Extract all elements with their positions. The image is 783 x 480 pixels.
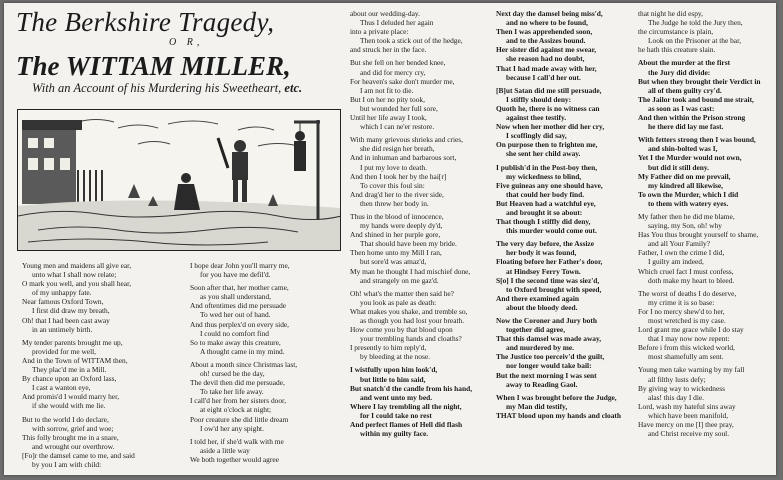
verse-line: And in inhuman and barbarous sort, — [350, 153, 457, 163]
stanza — [496, 239, 636, 312]
verse-line: for I could take no rest — [360, 410, 432, 420]
verse-line: Father, I own the crime I did, — [638, 248, 725, 258]
verse-line: provided for me well, — [32, 346, 97, 356]
verse-line: my kindred all likewise, — [648, 180, 724, 190]
verse-line: I presently to him reply'd, — [350, 343, 427, 353]
verse-line: Near famous Oxford Town, — [22, 297, 104, 307]
verse-line: Quoth he, there is no witness can — [496, 103, 600, 113]
stanza — [22, 415, 174, 470]
verse-line: Five guineas any one should have, — [496, 180, 603, 190]
verse-line: if she would with me lie. — [32, 401, 106, 411]
verse-line: she sent her child away. — [506, 149, 581, 159]
verse-line: About the murder at the first — [638, 58, 731, 68]
verse-line: I guilty am indeed, — [648, 257, 704, 267]
verse-line: she reason had no doubt, — [506, 54, 585, 64]
woodcut-scene — [18, 110, 340, 250]
verse-line: her body it was found, — [506, 248, 577, 258]
verse-line: in an untimely birth. — [32, 324, 93, 334]
verse-column-2 — [190, 261, 342, 468]
verse-line: Until her life away I took, — [350, 113, 427, 123]
verse-line: Look on the Prisoner at the bar, — [648, 36, 742, 46]
verse-line: that night he did espy, — [638, 9, 703, 18]
verse-line: that could her body find. — [506, 189, 585, 199]
verse-line: Oh! that I had been cast away — [22, 315, 110, 325]
verse-line: The very day before, the Assize — [496, 239, 594, 249]
verse-line: By chance upon an Oxford lass, — [22, 374, 117, 384]
verse-line: and Christ receive my soul. — [648, 429, 730, 439]
verse-line: my crime it is so base: — [648, 297, 715, 307]
verse-line: That this damsel was made away, — [496, 334, 602, 344]
verse-line: doth make my heart to bleed. — [648, 275, 735, 285]
verse-line: aside a little way — [200, 445, 250, 455]
verse-column-4 — [496, 9, 636, 424]
verse-line: I first did draw my breath, — [32, 306, 110, 316]
verse-line: I told her, if she'd walk with me — [190, 436, 284, 446]
verse-line: together did agree, — [506, 325, 566, 335]
verse-line: And perfect flames of Hell did flash — [350, 420, 463, 430]
verse-line: That though I stiffly did deny, — [496, 217, 591, 227]
verse-line: and to the Assizes bound. — [506, 36, 586, 46]
verse-line: he hath this creature slain. — [638, 45, 716, 55]
verse-line: but sore'd was amaz'd, — [360, 257, 427, 267]
stanza — [496, 393, 636, 420]
stanza — [496, 86, 636, 159]
verse-line: this murder would come out. — [506, 226, 597, 236]
verse-line: For heaven's sake don't murder me, — [350, 76, 455, 86]
verse-line: that I may now now repent: — [648, 334, 730, 344]
verse-line: all of them guilty cry'd. — [648, 85, 722, 95]
verse-line: Now the Coroner and Jury both — [496, 316, 597, 325]
stanza — [638, 9, 774, 54]
verse-line: I hope dear John you'll marry me, — [190, 261, 290, 270]
verse-line: I wistfully upon him look'd, — [350, 365, 438, 375]
verse-line: To own the Murder, which I did — [638, 189, 739, 199]
stanza — [190, 360, 342, 433]
stanza — [638, 365, 774, 438]
verse-line: I call'd her from her sisters door, — [190, 396, 287, 406]
verse-line: But I on her no pity took, — [350, 94, 425, 104]
verse-line: but wounded her full sore, — [360, 103, 438, 113]
verse-line: away to Reading Gaol. — [506, 379, 578, 389]
verse-column-3 — [350, 9, 495, 442]
verse-line: My tender parents brought me up, — [22, 337, 123, 347]
verse-line: My Father did on me prevail, — [638, 171, 731, 181]
verse-line: To wed her out of hand. — [200, 310, 271, 320]
verse-line: Have mercy on me [I] thee pray, — [638, 420, 734, 430]
subtitle-etc: etc. — [284, 81, 303, 95]
verse-line: For I no mercy shew'd to her, — [638, 306, 725, 316]
verse-line: They plac'd me in a Mill. — [32, 365, 107, 375]
title-main: The Berkshire Tragedy, — [16, 7, 275, 37]
verse-line: all filthy lusts defy; — [648, 374, 706, 384]
verse-line: into a private place: — [350, 27, 409, 37]
verse-line: Thus in the blood of innocence, — [350, 211, 444, 221]
stanza — [22, 338, 174, 411]
verse-line: I publish'd in the Post-boy then, — [496, 162, 598, 172]
verse-line: at eight o'clock at night; — [200, 405, 272, 415]
verse-line: unto what I shall now relate; — [32, 270, 117, 280]
verse-line: at Hindsey Ferry Town. — [506, 266, 581, 276]
verse-line: Then I was apprehended soon, — [496, 27, 593, 37]
stanza — [496, 9, 636, 82]
verse-line: to Oxford brought with speed, — [506, 284, 602, 294]
verse-line: We both together would agree — [190, 454, 279, 464]
verse-line: and struck her in the face. — [350, 45, 427, 55]
verse-line: Lord grant me grace while I do stay — [638, 325, 744, 335]
verse-line: and shin-bolted was I, — [648, 144, 718, 154]
verse-line: you look as pale as death: — [360, 297, 437, 307]
verse-line: But to the world I do declare, — [22, 414, 109, 424]
verse-line: most wretched is my case. — [648, 316, 726, 325]
verse-line: and no where to be found, — [506, 18, 588, 28]
verse-line: But the next morning I was sent — [496, 370, 597, 380]
verse-line: Has You thus brought yourself to shame, — [638, 230, 759, 240]
verse-line: A thought came in my mind. — [200, 346, 285, 356]
subtitle-text: With an Account of his Murdering his Sweetheart, — [32, 81, 285, 95]
verse-line: of my unhappy fate. — [32, 288, 92, 298]
verse-line: The Jailor took and bound me strait, — [638, 94, 754, 104]
verse-line: To take her life away. — [200, 387, 264, 397]
verse-line: When I was brought before the Judge, — [496, 392, 617, 402]
verse-line: and did for mercy cry, — [360, 67, 426, 77]
verse-line: That I had made away with her, — [496, 63, 597, 73]
verse-column-1 — [22, 261, 174, 473]
verse-line: And drag'd her to the river side, — [350, 189, 444, 199]
verse-line: I scoffingly did say, — [506, 131, 567, 141]
verse-line: my Man did testify, — [506, 401, 568, 411]
stanza — [638, 135, 774, 208]
verse-line: Young men and maidens all give ear, — [22, 261, 132, 270]
stanza — [22, 261, 174, 334]
stanza — [350, 212, 495, 285]
verse-line: To cover this foul sin: — [360, 180, 425, 190]
verse-line: Poor creature she did little dream — [190, 414, 289, 424]
verse-line: The Judge he told the Jury then, — [648, 18, 743, 28]
verse-line: This folly brought me in a snare, — [22, 432, 119, 442]
stanza — [350, 58, 495, 131]
verse-line: And promis'd I would marry her, — [22, 392, 120, 402]
title-or: O R, — [169, 37, 204, 48]
verse-line: about the bloody deed. — [506, 302, 578, 312]
verse-line: Then took a stick out of the hedge, — [360, 36, 463, 46]
verse-line: S[o] I the second time was siez'd, — [496, 275, 600, 285]
verse-line: I could no comfort find — [200, 328, 269, 338]
verse-line: because I call'd her out. — [506, 72, 581, 82]
verse-line: and went unto my bed. — [360, 392, 433, 402]
verse-line: I am not fit to die. — [360, 85, 414, 95]
stanza — [496, 316, 636, 389]
verse-line: THAT blood upon my hands and cloath — [496, 410, 622, 420]
verse-line: By giving way to wickedness — [638, 383, 726, 393]
stanza — [190, 437, 342, 464]
verse-line: And there examined again — [496, 293, 580, 303]
verse-line: then threw her body in. — [360, 198, 429, 208]
verse-line: With many grievous shrieks and cries, — [350, 135, 463, 145]
verse-line: about our wedding-day. — [350, 9, 420, 18]
verse-line: by you I am with child: — [32, 459, 102, 469]
stanza — [190, 283, 342, 356]
stanza — [350, 135, 495, 208]
title-secondary: The WITTAM MILLER, — [16, 51, 291, 81]
verse-line: But she fell on her bended knee, — [350, 58, 446, 68]
verse-line: The Justice too perceiv'd the guilt, — [496, 352, 605, 362]
verse-line: against thee testify. — [506, 113, 567, 123]
stanza — [638, 58, 774, 131]
verse-line: Yet I the Murder would not own, — [638, 153, 742, 163]
stanza — [638, 289, 774, 362]
stanza — [638, 212, 774, 285]
verse-line: alas! this day I die. — [648, 392, 705, 402]
verse-line: for you have me defil'd. — [200, 270, 271, 280]
verse-line: Young men take warning by my fall — [638, 365, 745, 375]
verse-line: But snatch'd the candle from his hand, — [350, 383, 473, 393]
stanza — [190, 261, 342, 279]
verse-column-5 — [638, 9, 774, 442]
verse-line: I ow'd her any spight. — [200, 423, 264, 433]
verse-line: Before i from this wicked world, — [638, 343, 735, 353]
verse-line: saying, my Son, oh! why — [648, 221, 722, 231]
verse-line: My man he thought I had mischief done, — [350, 266, 471, 276]
verse-line: Soon after that, her mother came, — [190, 283, 289, 293]
verse-line: my hands were deeply dy'd, — [360, 221, 443, 231]
verse-line: Floating before her Father's door, — [496, 257, 603, 267]
verse-line: And shined in her purple gore, — [350, 230, 441, 240]
verse-line: and brought it so about: — [506, 207, 583, 217]
verse-line: but did it still deny. — [648, 162, 709, 172]
verse-line: The devil then did me persuade, — [190, 378, 285, 388]
verse-line: That should have been my bride. — [360, 239, 457, 249]
verse-line: to them with watery eyes. — [648, 198, 729, 208]
verse-line: most shamefully am sent. — [648, 352, 724, 362]
verse-line: the circumstance is plain, — [638, 27, 714, 37]
verse-line: With fetters strong then I was bound, — [638, 135, 756, 145]
verse-line: within my guilty face. — [360, 429, 429, 439]
verse-line: your trembling hands and cloaths? — [360, 334, 462, 344]
verse-line: Now when her mother did her cry, — [496, 122, 605, 132]
verse-line: as though you had lost your breath. — [360, 316, 465, 325]
verse-line: And then within the Prison strong — [638, 113, 746, 123]
verse-line: which I can ne'er restore. — [360, 122, 435, 132]
verse-line: Where I lay trembling all the night, — [350, 401, 462, 411]
verse-line: [B]ut Satan did me still persuade, — [496, 85, 602, 95]
verse-line: About a month since Christmas last, — [190, 359, 298, 369]
verse-line: Which cruel fact I must confess, — [638, 266, 734, 276]
verse-line: Then home unto my Mill I ran, — [350, 248, 442, 258]
woodcut-illustration-icon — [17, 109, 341, 251]
verse-line: Oh! what's the matter then said he? — [350, 288, 454, 298]
broadside-sheet — [4, 3, 776, 475]
verse-line: but little to him said, — [360, 374, 426, 384]
verse-line: I stiffly should deny: — [506, 94, 572, 104]
verse-line: The worst of deaths I do deserve, — [638, 288, 737, 298]
verse-line: which have been manifold, — [648, 410, 729, 420]
verse-line: the Jury did divide: — [648, 67, 711, 77]
verse-line: What makes you shake, and tremble so, — [350, 306, 468, 316]
verse-line: Thus I deluded her again — [360, 18, 434, 28]
verse-line: I cast a wanton eye, — [32, 383, 91, 393]
verse-line: So to make away this creature, — [190, 337, 281, 347]
verse-line: How come you by that blood upon — [350, 325, 453, 335]
verse-line: Her sister did against me swear, — [496, 45, 597, 55]
verse-line: On purpose then to frighten me, — [496, 140, 598, 150]
verse-line: with sorrow, grief and woe; — [32, 423, 114, 433]
verse-line: and all Your Family? — [648, 239, 710, 249]
verse-line: O mark you well, and you shall hear, — [22, 279, 132, 289]
verse-line: as soon as I was cast: — [648, 103, 715, 113]
verse-line: [Fo]r the damsel came to me, and said — [22, 450, 135, 460]
stanza — [350, 9, 495, 54]
stanza — [350, 365, 495, 438]
verse-line: And thus perplex'd on every side, — [190, 319, 290, 329]
verse-line: oh! cursed be the day, — [200, 369, 265, 379]
verse-line: and wrought our overthrow. — [32, 441, 115, 451]
verse-line: he there did lay me fast. — [648, 122, 724, 132]
verse-line: my wickedness to blind, — [506, 171, 582, 181]
verse-line: Next day the damsel being miss'd, — [496, 9, 603, 18]
verse-line: she did resign her breath, — [360, 144, 435, 154]
verse-line: as you shall understand, — [200, 292, 272, 302]
verse-line: But when they brought their Verdict in — [638, 76, 761, 86]
verse-line: I put my love to death. — [360, 162, 427, 172]
verse-line: nor longer would take bail: — [506, 361, 592, 371]
verse-line: And in the Town of WITTAM then, — [22, 355, 128, 365]
stanza — [350, 289, 495, 362]
verse-line: by bleeding at the nose. — [360, 352, 430, 362]
stanza — [496, 163, 636, 236]
verse-line: And oftentimes did me persuade — [190, 301, 287, 311]
verse-line: My father then he did me blame, — [638, 211, 735, 221]
verse-line: But Heaven had a watchful eye, — [496, 198, 596, 208]
verse-line: Lord, wash my hateful sins away — [638, 401, 736, 411]
verse-line: And then I took her by the hai[r] — [350, 171, 447, 181]
verse-line: and murdered by me. — [506, 343, 575, 353]
verse-line: and strangely on me gaz'd. — [360, 275, 439, 285]
subtitle — [32, 81, 302, 96]
